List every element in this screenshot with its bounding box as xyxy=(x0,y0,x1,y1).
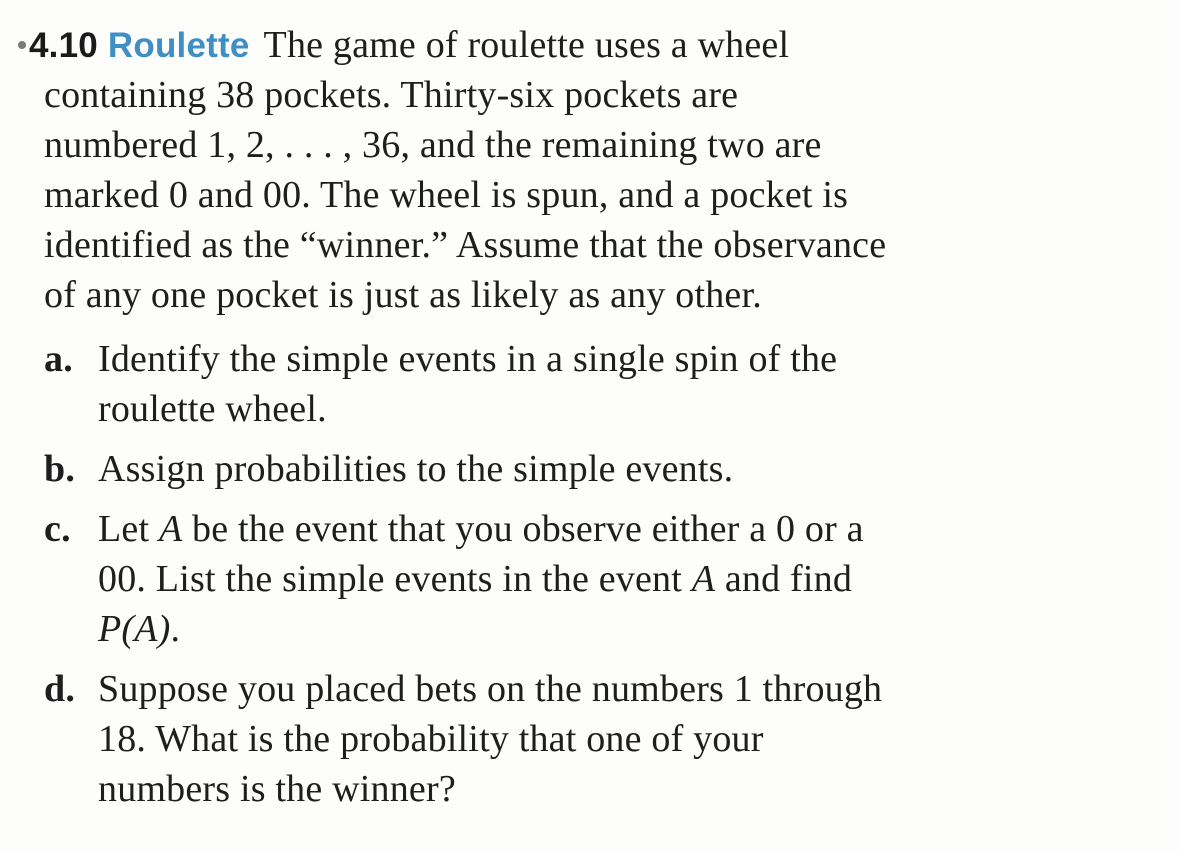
part-c-letter: c. xyxy=(44,508,71,550)
part-d-line-1: Suppose you placed bets on the numbers 1 through xyxy=(98,668,883,710)
statement-line-2: containing 38 pockets. Thirty-six pockets are xyxy=(44,74,739,116)
part-d-line-2: 18. What is the probability that one of your xyxy=(98,718,764,760)
part-c-line-3: P(A). xyxy=(98,608,181,650)
part-a-letter: a. xyxy=(44,338,73,380)
math-variable: P(A) xyxy=(98,608,171,650)
part-a xyxy=(18,334,1168,434)
part-c-line-2: 00. List the simple events in the event A and find xyxy=(98,558,853,600)
statement-line-1 xyxy=(18,20,1168,70)
part-d xyxy=(18,664,1168,814)
math-variable: A xyxy=(691,558,716,600)
problem-title: Roulette xyxy=(107,26,250,65)
part-b-line-1: Assign probabilities to the simple events. xyxy=(98,448,734,490)
statement-line-4: marked 0 and 00. The wheel is spun, and a pocket is xyxy=(44,174,849,216)
part-c xyxy=(18,504,1168,654)
part-a-line-2: roulette wheel. xyxy=(98,388,327,430)
problem-number: 4.10 xyxy=(29,26,98,65)
statement-text: The game of roulette uses a wheel xyxy=(263,24,790,66)
part-d-letter: d. xyxy=(44,668,76,710)
part-a-line-1: Identify the simple events in a single spin of the xyxy=(98,338,838,380)
statement-line-3: numbered 1, 2, . . . , 36, and the remaining two are xyxy=(44,124,822,166)
bullet-dot-icon xyxy=(18,41,26,49)
part-c-line-1: Let A be the event that you observe either a 0 or a xyxy=(98,508,864,550)
problem-statement xyxy=(18,20,1168,320)
part-b xyxy=(18,444,1168,494)
math-variable: A xyxy=(158,508,183,550)
statement-line-5: identified as the “winner.” Assume that the observance xyxy=(44,224,887,266)
statement-line-6: of any one pocket is just as likely as any other. xyxy=(44,274,762,316)
part-b-letter: b. xyxy=(44,448,76,490)
exercise-4-10 xyxy=(18,20,1168,814)
part-d-line-3: numbers is the winner? xyxy=(98,768,456,810)
